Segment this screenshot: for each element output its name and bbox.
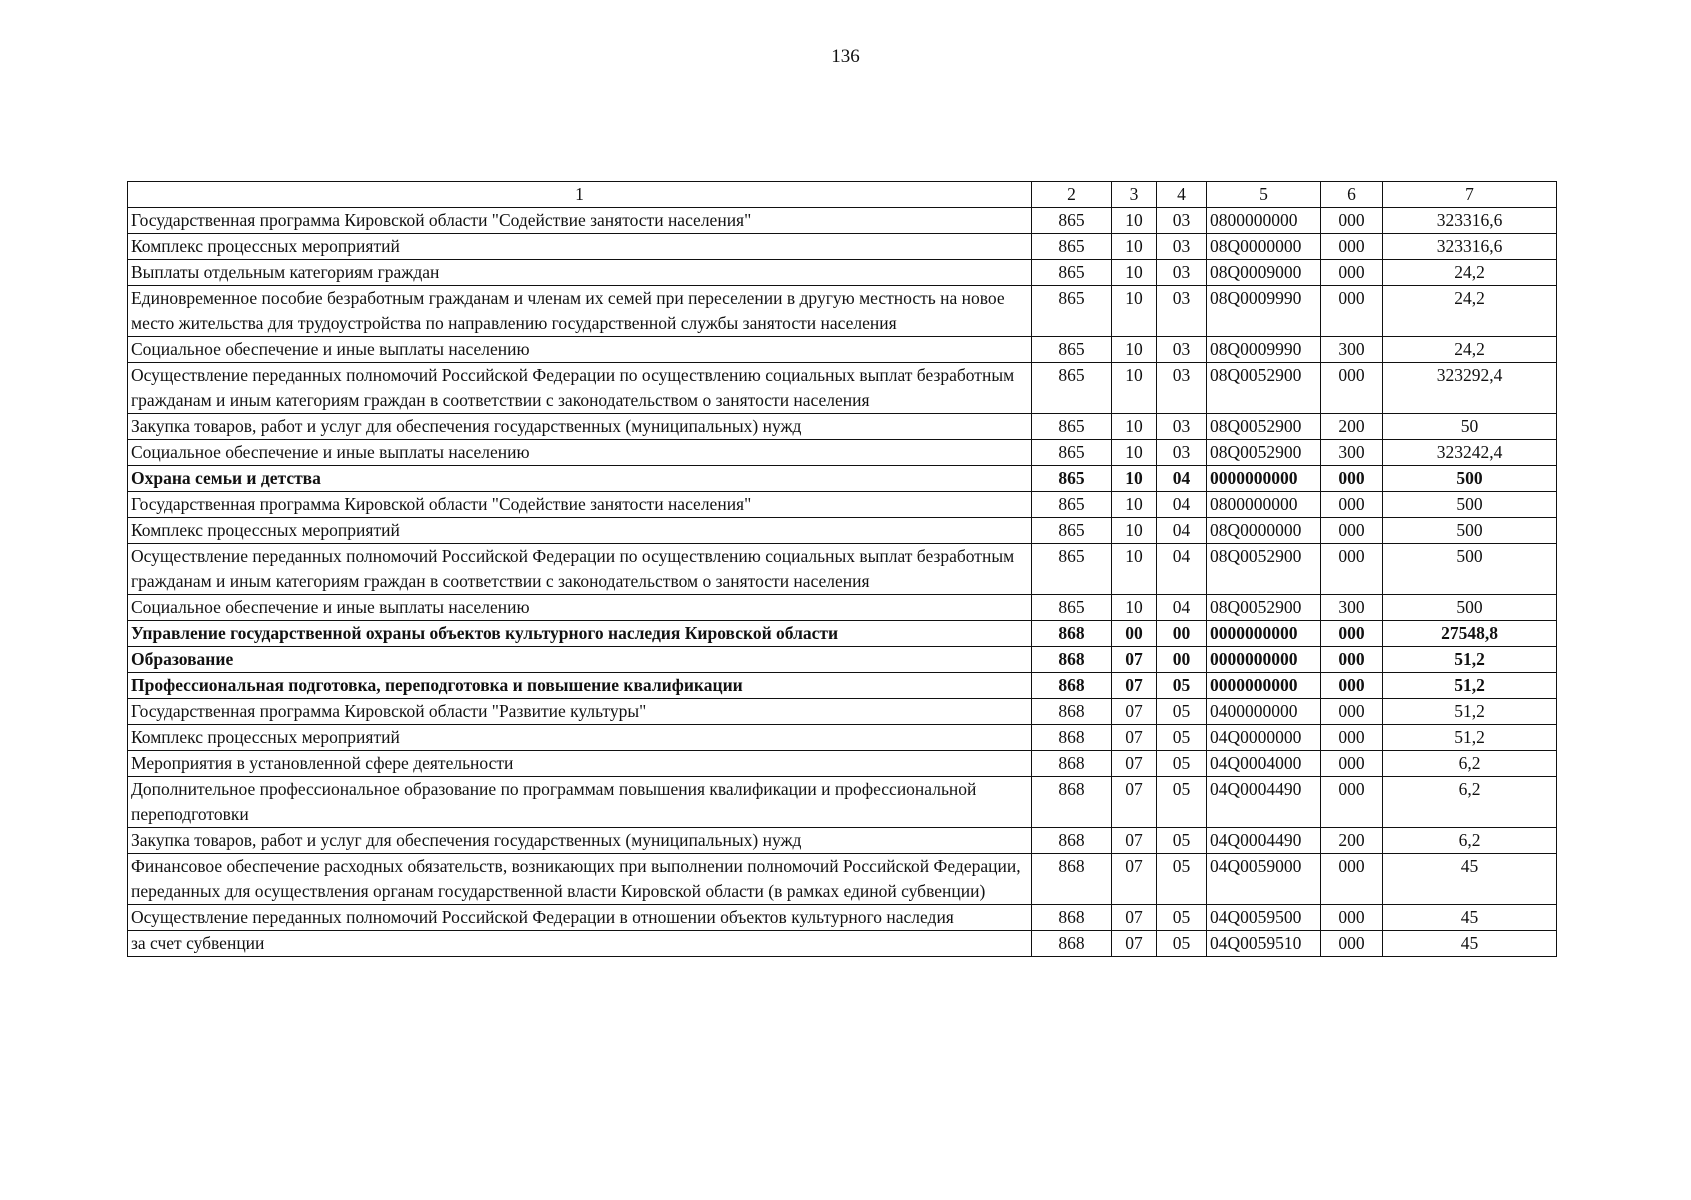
row-name-cell: Профессиональная подготовка, переподготовка и повышение квалификации bbox=[128, 673, 1032, 699]
expense-type-cell: 000 bbox=[1321, 854, 1383, 905]
column-header: 5 bbox=[1207, 182, 1321, 208]
table-row bbox=[128, 518, 1557, 544]
admin-code-cell: 865 bbox=[1032, 363, 1112, 414]
section-code-cell: 07 bbox=[1112, 725, 1157, 751]
section-code-cell: 10 bbox=[1112, 518, 1157, 544]
section-code-cell: 07 bbox=[1112, 673, 1157, 699]
section-code-cell: 10 bbox=[1112, 595, 1157, 621]
admin-code-cell: 868 bbox=[1032, 673, 1112, 699]
expense-type-cell: 300 bbox=[1321, 337, 1383, 363]
target-article-cell: 0000000000 bbox=[1207, 647, 1321, 673]
subsection-code-cell: 05 bbox=[1157, 905, 1207, 931]
table-row bbox=[128, 440, 1557, 466]
table-row bbox=[128, 466, 1557, 492]
amount-cell: 323292,4 bbox=[1383, 363, 1557, 414]
row-name-cell: Государственная программа Кировской области "Развитие культуры" bbox=[128, 699, 1032, 725]
subsection-code-cell: 04 bbox=[1157, 544, 1207, 595]
subsection-code-cell: 04 bbox=[1157, 466, 1207, 492]
table-row bbox=[128, 286, 1557, 337]
amount-cell: 500 bbox=[1383, 595, 1557, 621]
row-name-cell: Мероприятия в установленной сфере деятельности bbox=[128, 751, 1032, 777]
amount-cell: 24,2 bbox=[1383, 337, 1557, 363]
amount-cell: 6,2 bbox=[1383, 828, 1557, 854]
section-code-cell: 07 bbox=[1112, 699, 1157, 725]
section-code-cell: 07 bbox=[1112, 751, 1157, 777]
row-name-cell: Социальное обеспечение и иные выплаты населению bbox=[128, 440, 1032, 466]
row-name-cell: за счет субвенции bbox=[128, 931, 1032, 957]
amount-cell: 500 bbox=[1383, 518, 1557, 544]
page-number: 136 bbox=[831, 46, 860, 67]
amount-cell: 45 bbox=[1383, 905, 1557, 931]
table-row bbox=[128, 725, 1557, 751]
subsection-code-cell: 05 bbox=[1157, 854, 1207, 905]
table-row bbox=[128, 414, 1557, 440]
target-article-cell: 0000000000 bbox=[1207, 466, 1321, 492]
subsection-code-cell: 04 bbox=[1157, 595, 1207, 621]
amount-cell: 500 bbox=[1383, 492, 1557, 518]
table-row bbox=[128, 260, 1557, 286]
row-name-cell: Государственная программа Кировской области "Содействие занятости населения" bbox=[128, 492, 1032, 518]
amount-cell: 6,2 bbox=[1383, 751, 1557, 777]
expense-type-cell: 000 bbox=[1321, 725, 1383, 751]
expense-type-cell: 200 bbox=[1321, 414, 1383, 440]
row-name-cell: Образование bbox=[128, 647, 1032, 673]
target-article-cell: 0000000000 bbox=[1207, 621, 1321, 647]
table-row bbox=[128, 751, 1557, 777]
section-code-cell: 10 bbox=[1112, 466, 1157, 492]
table-row bbox=[128, 699, 1557, 725]
target-article-cell: 0800000000 bbox=[1207, 492, 1321, 518]
admin-code-cell: 868 bbox=[1032, 905, 1112, 931]
section-code-cell: 10 bbox=[1112, 286, 1157, 337]
expense-type-cell: 000 bbox=[1321, 751, 1383, 777]
admin-code-cell: 868 bbox=[1032, 751, 1112, 777]
amount-cell: 500 bbox=[1383, 466, 1557, 492]
subsection-code-cell: 05 bbox=[1157, 751, 1207, 777]
subsection-code-cell: 03 bbox=[1157, 286, 1207, 337]
target-article-cell: 04Q0004490 bbox=[1207, 777, 1321, 828]
table-row bbox=[128, 854, 1557, 905]
amount-cell: 323316,6 bbox=[1383, 208, 1557, 234]
admin-code-cell: 865 bbox=[1032, 286, 1112, 337]
admin-code-cell: 865 bbox=[1032, 337, 1112, 363]
expense-type-cell: 000 bbox=[1321, 673, 1383, 699]
target-article-cell: 04Q0059500 bbox=[1207, 905, 1321, 931]
table-row bbox=[128, 673, 1557, 699]
row-name-cell: Комплекс процессных мероприятий bbox=[128, 725, 1032, 751]
amount-cell: 50 bbox=[1383, 414, 1557, 440]
section-code-cell: 10 bbox=[1112, 260, 1157, 286]
subsection-code-cell: 05 bbox=[1157, 828, 1207, 854]
admin-code-cell: 868 bbox=[1032, 725, 1112, 751]
expense-type-cell: 300 bbox=[1321, 440, 1383, 466]
admin-code-cell: 865 bbox=[1032, 466, 1112, 492]
subsection-code-cell: 04 bbox=[1157, 518, 1207, 544]
row-name-cell: Закупка товаров, работ и услуг для обеспечения государственных (муниципальных) нужд bbox=[128, 828, 1032, 854]
amount-cell: 51,2 bbox=[1383, 647, 1557, 673]
expense-type-cell: 000 bbox=[1321, 234, 1383, 260]
subsection-code-cell: 03 bbox=[1157, 363, 1207, 414]
admin-code-cell: 865 bbox=[1032, 595, 1112, 621]
expense-type-cell: 000 bbox=[1321, 208, 1383, 234]
row-name-cell: Комплекс процессных мероприятий bbox=[128, 234, 1032, 260]
admin-code-cell: 865 bbox=[1032, 492, 1112, 518]
subsection-code-cell: 03 bbox=[1157, 440, 1207, 466]
expense-type-cell: 000 bbox=[1321, 286, 1383, 337]
section-code-cell: 07 bbox=[1112, 931, 1157, 957]
row-name-cell: Охрана семьи и детства bbox=[128, 466, 1032, 492]
section-code-cell: 07 bbox=[1112, 777, 1157, 828]
expense-type-cell: 000 bbox=[1321, 466, 1383, 492]
admin-code-cell: 865 bbox=[1032, 440, 1112, 466]
amount-cell: 24,2 bbox=[1383, 286, 1557, 337]
row-name-cell: Государственная программа Кировской области "Содействие занятости населения" bbox=[128, 208, 1032, 234]
table-row bbox=[128, 208, 1557, 234]
table-row bbox=[128, 544, 1557, 595]
target-article-cell: 08Q0052900 bbox=[1207, 544, 1321, 595]
subsection-code-cell: 03 bbox=[1157, 260, 1207, 286]
row-name-cell: Закупка товаров, работ и услуг для обеспечения государственных (муниципальных) нужд bbox=[128, 414, 1032, 440]
amount-cell: 500 bbox=[1383, 544, 1557, 595]
budget-table bbox=[127, 181, 1557, 957]
admin-code-cell: 868 bbox=[1032, 828, 1112, 854]
expense-type-cell: 300 bbox=[1321, 595, 1383, 621]
expense-type-cell: 000 bbox=[1321, 363, 1383, 414]
target-article-cell: 08Q0052900 bbox=[1207, 440, 1321, 466]
column-header: 2 bbox=[1032, 182, 1112, 208]
amount-cell: 45 bbox=[1383, 854, 1557, 905]
amount-cell: 6,2 bbox=[1383, 777, 1557, 828]
subsection-code-cell: 03 bbox=[1157, 234, 1207, 260]
admin-code-cell: 865 bbox=[1032, 414, 1112, 440]
admin-code-cell: 868 bbox=[1032, 621, 1112, 647]
target-article-cell: 08Q0052900 bbox=[1207, 363, 1321, 414]
target-article-cell: 04Q0004000 bbox=[1207, 751, 1321, 777]
section-code-cell: 07 bbox=[1112, 647, 1157, 673]
section-code-cell: 10 bbox=[1112, 440, 1157, 466]
row-name-cell: Осуществление переданных полномочий Российской Федерации по осуществлению социальных выплат безработным гражданам и иным категориям граждан в соответствии с законодательством о занятости населения bbox=[128, 544, 1032, 595]
target-article-cell: 04Q0000000 bbox=[1207, 725, 1321, 751]
table-row bbox=[128, 595, 1557, 621]
row-name-cell: Единовременное пособие безработным гражданам и членам их семей при переселении в другую местность на новое место жительства для трудоустройства по направлению государственной службы занятости населения bbox=[128, 286, 1032, 337]
column-header: 3 bbox=[1112, 182, 1157, 208]
amount-cell: 323242,4 bbox=[1383, 440, 1557, 466]
amount-cell: 51,2 bbox=[1383, 673, 1557, 699]
target-article-cell: 08Q0009990 bbox=[1207, 286, 1321, 337]
column-header: 7 bbox=[1383, 182, 1557, 208]
table-row bbox=[128, 337, 1557, 363]
section-code-cell: 10 bbox=[1112, 234, 1157, 260]
admin-code-cell: 865 bbox=[1032, 260, 1112, 286]
target-article-cell: 08Q0052900 bbox=[1207, 595, 1321, 621]
section-code-cell: 10 bbox=[1112, 363, 1157, 414]
column-header: 1 bbox=[128, 182, 1032, 208]
expense-type-cell: 000 bbox=[1321, 544, 1383, 595]
expense-type-cell: 000 bbox=[1321, 518, 1383, 544]
section-code-cell: 10 bbox=[1112, 544, 1157, 595]
amount-cell: 45 bbox=[1383, 931, 1557, 957]
table-row bbox=[128, 621, 1557, 647]
table-header-row bbox=[128, 182, 1557, 208]
subsection-code-cell: 00 bbox=[1157, 647, 1207, 673]
section-code-cell: 07 bbox=[1112, 854, 1157, 905]
row-name-cell: Управление государственной охраны объектов культурного наследия Кировской области bbox=[128, 621, 1032, 647]
expense-type-cell: 000 bbox=[1321, 260, 1383, 286]
amount-cell: 51,2 bbox=[1383, 725, 1557, 751]
expense-type-cell: 200 bbox=[1321, 828, 1383, 854]
section-code-cell: 10 bbox=[1112, 414, 1157, 440]
table-body bbox=[128, 208, 1557, 957]
row-name-cell: Выплаты отдельным категориям граждан bbox=[128, 260, 1032, 286]
subsection-code-cell: 05 bbox=[1157, 699, 1207, 725]
expense-type-cell: 000 bbox=[1321, 699, 1383, 725]
admin-code-cell: 865 bbox=[1032, 208, 1112, 234]
section-code-cell: 00 bbox=[1112, 621, 1157, 647]
admin-code-cell: 868 bbox=[1032, 931, 1112, 957]
expense-type-cell: 000 bbox=[1321, 905, 1383, 931]
subsection-code-cell: 04 bbox=[1157, 492, 1207, 518]
expense-type-cell: 000 bbox=[1321, 492, 1383, 518]
target-article-cell: 04Q0059510 bbox=[1207, 931, 1321, 957]
amount-cell: 323316,6 bbox=[1383, 234, 1557, 260]
row-name-cell: Социальное обеспечение и иные выплаты населению bbox=[128, 595, 1032, 621]
amount-cell: 27548,8 bbox=[1383, 621, 1557, 647]
row-name-cell: Комплекс процессных мероприятий bbox=[128, 518, 1032, 544]
target-article-cell: 08Q0009990 bbox=[1207, 337, 1321, 363]
row-name-cell: Дополнительное профессиональное образование по программам повышения квалификации и профессиональной переподготовки bbox=[128, 777, 1032, 828]
target-article-cell: 08Q0052900 bbox=[1207, 414, 1321, 440]
admin-code-cell: 868 bbox=[1032, 699, 1112, 725]
table-row bbox=[128, 828, 1557, 854]
target-article-cell: 0000000000 bbox=[1207, 673, 1321, 699]
admin-code-cell: 868 bbox=[1032, 777, 1112, 828]
section-code-cell: 07 bbox=[1112, 905, 1157, 931]
subsection-code-cell: 05 bbox=[1157, 931, 1207, 957]
admin-code-cell: 865 bbox=[1032, 544, 1112, 595]
target-article-cell: 0800000000 bbox=[1207, 208, 1321, 234]
row-name-cell: Осуществление переданных полномочий Российской Федерации по осуществлению социальных выплат безработным гражданам и иным категориям граждан в соответствии с законодательством о занятости населения bbox=[128, 363, 1032, 414]
section-code-cell: 10 bbox=[1112, 492, 1157, 518]
row-name-cell: Осуществление переданных полномочий Российской Федерации в отношении объектов культурного наследия bbox=[128, 905, 1032, 931]
column-header: 4 bbox=[1157, 182, 1207, 208]
table-row bbox=[128, 905, 1557, 931]
subsection-code-cell: 03 bbox=[1157, 337, 1207, 363]
table-row bbox=[128, 777, 1557, 828]
table-row bbox=[128, 931, 1557, 957]
subsection-code-cell: 05 bbox=[1157, 725, 1207, 751]
subsection-code-cell: 03 bbox=[1157, 208, 1207, 234]
expense-type-cell: 000 bbox=[1321, 931, 1383, 957]
target-article-cell: 04Q0059000 bbox=[1207, 854, 1321, 905]
column-header: 6 bbox=[1321, 182, 1383, 208]
admin-code-cell: 865 bbox=[1032, 234, 1112, 260]
expense-type-cell: 000 bbox=[1321, 777, 1383, 828]
admin-code-cell: 868 bbox=[1032, 647, 1112, 673]
subsection-code-cell: 05 bbox=[1157, 777, 1207, 828]
expense-type-cell: 000 bbox=[1321, 621, 1383, 647]
subsection-code-cell: 05 bbox=[1157, 673, 1207, 699]
expense-type-cell: 000 bbox=[1321, 647, 1383, 673]
target-article-cell: 04Q0004490 bbox=[1207, 828, 1321, 854]
section-code-cell: 07 bbox=[1112, 828, 1157, 854]
subsection-code-cell: 00 bbox=[1157, 621, 1207, 647]
table-row bbox=[128, 363, 1557, 414]
subsection-code-cell: 03 bbox=[1157, 414, 1207, 440]
row-name-cell: Социальное обеспечение и иные выплаты населению bbox=[128, 337, 1032, 363]
admin-code-cell: 868 bbox=[1032, 854, 1112, 905]
table-row bbox=[128, 234, 1557, 260]
target-article-cell: 08Q0009000 bbox=[1207, 260, 1321, 286]
table-row bbox=[128, 647, 1557, 673]
section-code-cell: 10 bbox=[1112, 208, 1157, 234]
target-article-cell: 08Q0000000 bbox=[1207, 518, 1321, 544]
section-code-cell: 10 bbox=[1112, 337, 1157, 363]
target-article-cell: 0400000000 bbox=[1207, 699, 1321, 725]
target-article-cell: 08Q0000000 bbox=[1207, 234, 1321, 260]
admin-code-cell: 865 bbox=[1032, 518, 1112, 544]
table-row bbox=[128, 492, 1557, 518]
amount-cell: 24,2 bbox=[1383, 260, 1557, 286]
row-name-cell: Финансовое обеспечение расходных обязательств, возникающих при выполнении полномочий Российской Федерации, переданных для осуществления органам государственной власти Кировской области (в рамках единой субвенции) bbox=[128, 854, 1032, 905]
amount-cell: 51,2 bbox=[1383, 699, 1557, 725]
